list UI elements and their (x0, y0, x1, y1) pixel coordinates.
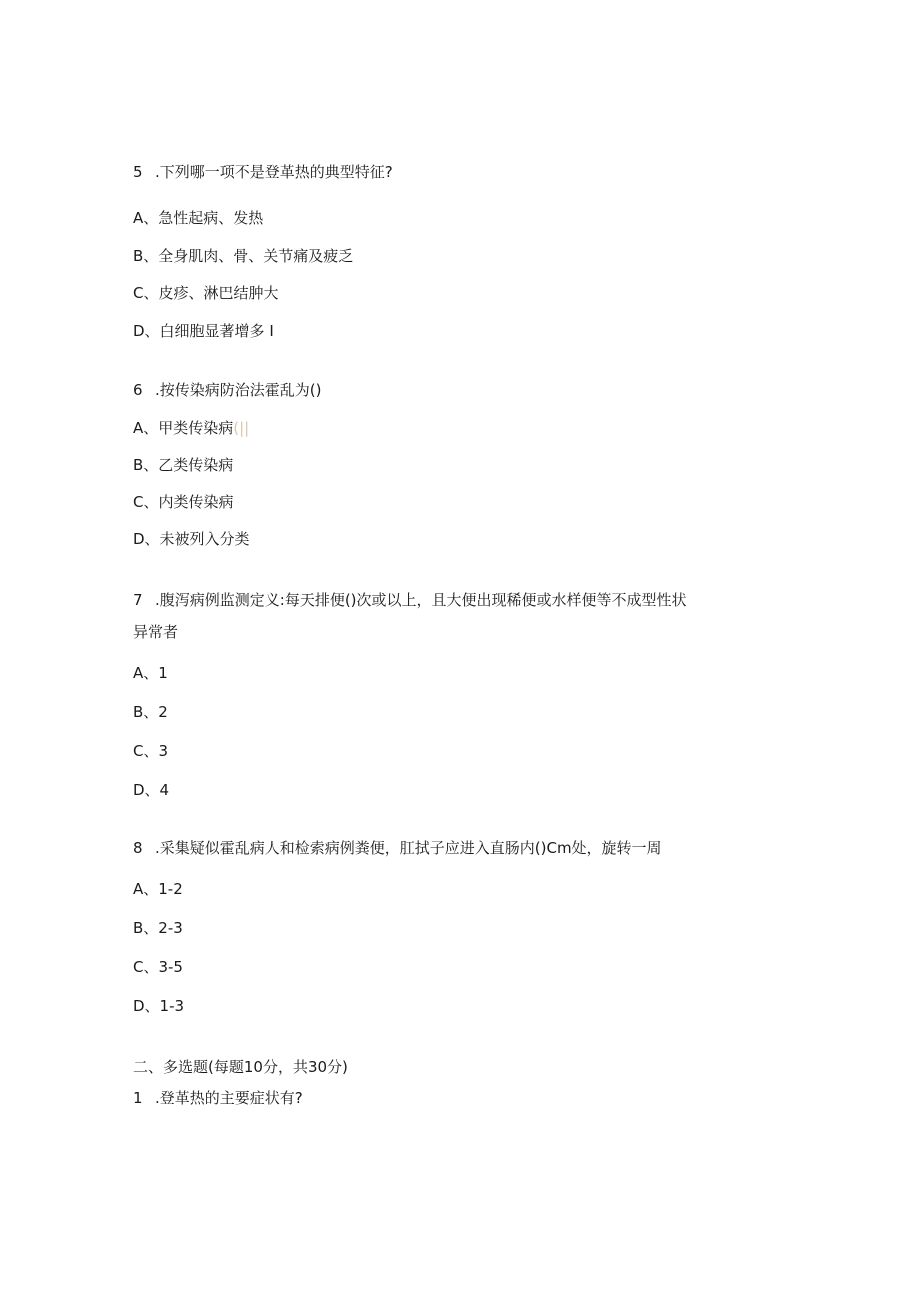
option-5-a: A、急性起病、发热 (133, 209, 264, 227)
option-8-b: B、2-3 (133, 919, 183, 937)
question-text: .下列哪一项不是登革热的典型特征? (155, 163, 393, 181)
option-5-c: C、皮疹、淋巴结肿大 (133, 284, 279, 302)
question-8-stem (133, 838, 662, 858)
question-7-stem-continued: 异常者 (133, 623, 179, 641)
question-5-stem (133, 162, 393, 182)
question-text: .登革热的主要症状有? (155, 1089, 303, 1107)
question-number: 1 (133, 1089, 143, 1107)
question-number: 6 (133, 381, 143, 399)
option-text: A、甲类传染病 (133, 419, 234, 437)
question-number: 5 (133, 163, 143, 181)
option-8-d: D、1-3 (133, 997, 185, 1015)
question-7-stem (133, 590, 687, 610)
question-text: .按传染病防治法霍乱为() (155, 381, 322, 399)
section-heading: 二、多选题(每题10分，共30分) (133, 1058, 348, 1076)
option-7-d: D、4 (133, 781, 170, 799)
option-5-d: D、白细胞显著增多 I (133, 322, 274, 340)
option-8-c: C、3-5 (133, 958, 183, 976)
option-8-a: A、1-2 (133, 880, 183, 898)
option-5-b: B、全身肌肉、骨、关节痛及疲乏 (133, 247, 354, 265)
option-7-a: A、1 (133, 664, 168, 682)
option-7-c: C、3 (133, 742, 169, 760)
option-6-c: C、内类传染病 (133, 493, 234, 511)
question-number: 8 (133, 839, 143, 857)
option-6-d: D、未被列入分类 (133, 530, 250, 548)
question-number: 7 (133, 591, 143, 609)
question-text: .腹泻病例监测定义:每天排便()次或以上，且大便出现稀便或水样便等不成型性状 (155, 591, 687, 609)
multi-question-1-stem (133, 1088, 303, 1108)
option-7-b: B、2 (133, 703, 168, 721)
question-6-stem (133, 380, 321, 400)
handwritten-mark: (|| (233, 419, 250, 437)
option-6-b: B、乙类传染病 (133, 456, 234, 474)
option-6-a (133, 418, 249, 438)
question-text: .采集疑似霍乱病人和检索病例粪便，肛拭子应进入直肠内()Cm处，旋转一周 (155, 839, 662, 857)
